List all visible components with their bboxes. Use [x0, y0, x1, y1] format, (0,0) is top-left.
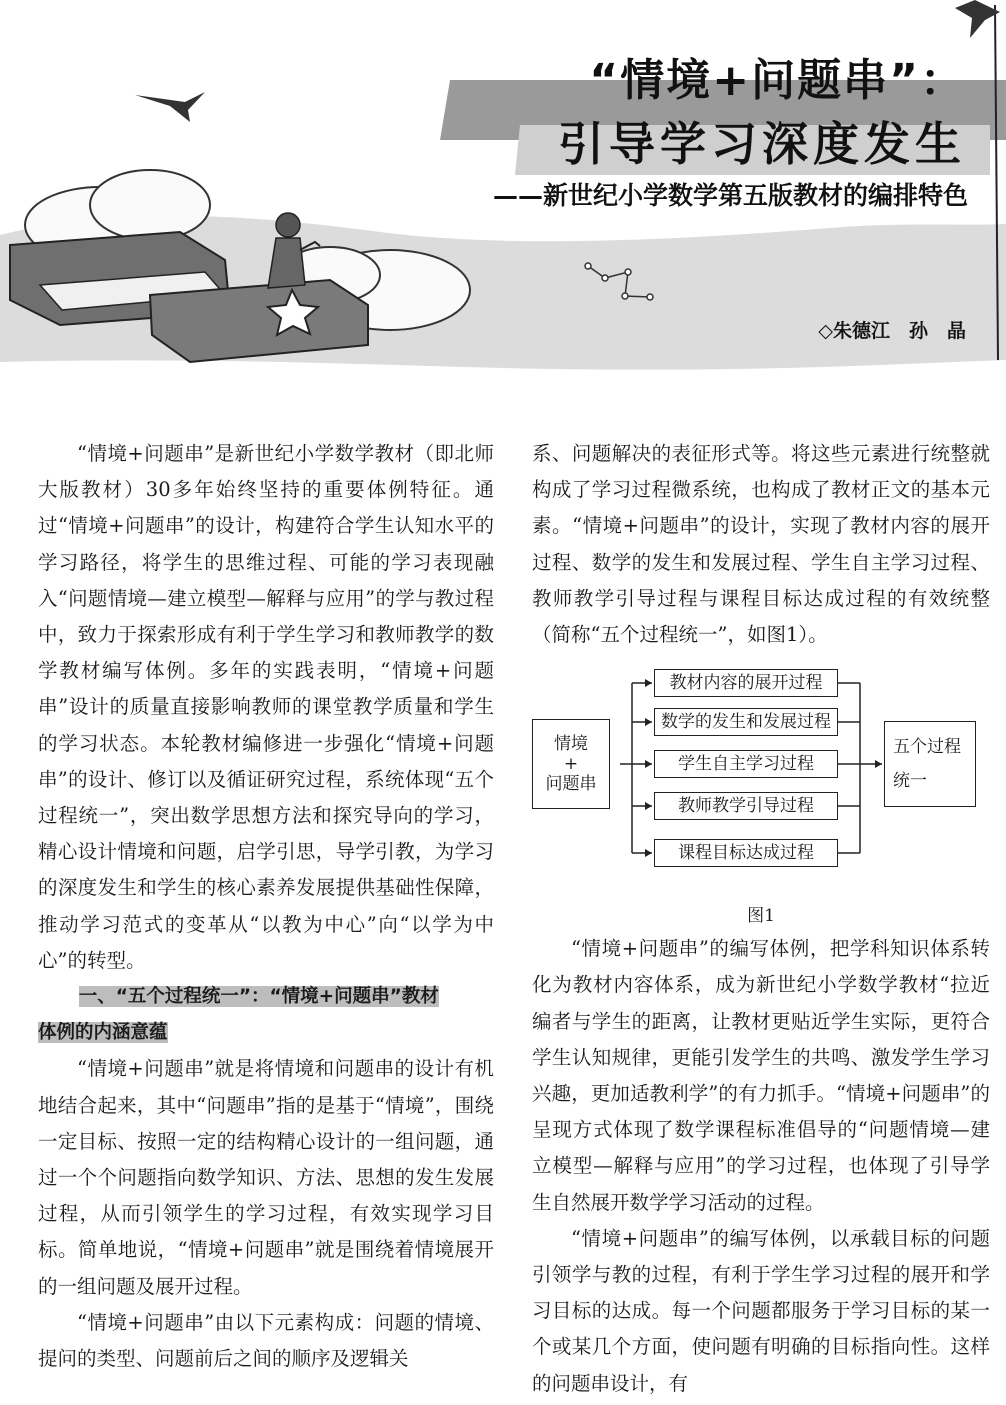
bird-icon	[955, 0, 1000, 38]
section-heading-line-2: 体例的内涵意蕴	[38, 1022, 168, 1044]
result-box-line: 五个过程	[893, 737, 961, 758]
right-column	[532, 436, 990, 1402]
paragraph: “情境+问题串”的编写体例，以承载目标的问题引领学与教的过程，有利于学生学习过程的展开和学习目标的达成。每一个问题都服务于学习目标的某一个或某几个方面，使问题有明确的目标指向性。这样的问题串设计，有	[532, 1226, 990, 1395]
paragraph: “情境+问题串”就是将情境和问题串的设计有机地结合起来，其中“问题串”指的是基于“情境”，围绕一定目标、按照一定的结构精心设计的一组问题，通过一个个问题指向数学知识、方法、思想的发生发展过程，从而引领学生的学习过程，有效实现学习目标。简单地说，“情境+问题串”就是围绕着情境展开的一组问题及展开过程。	[38, 1057, 494, 1298]
paragraph: “情境+问题串”由以下元素构成：问题的情境、提问的类型、问题前后之间的顺序及逻辑关	[38, 1310, 494, 1371]
process-box: 学生自主学习过程	[654, 750, 838, 778]
reader-head	[276, 213, 300, 237]
result-box	[884, 721, 976, 807]
authors: ◇朱德江 孙 晶	[818, 320, 966, 342]
section-heading	[38, 979, 494, 1015]
figure-caption: 图1	[747, 906, 775, 927]
subtitle: ——新世纪小学数学第五版教材的编排特色	[492, 181, 968, 210]
paragraph: “情境+问题串”的编写体例，把学科知识体系转化为教材内容体系，成为新世纪小学数学教材“拉近编者与学生的距离，让教材更贴近学生实际，更符合学生认知规律，更能引发学生的共鸣、激发学生学习兴趣，更加适教利学”的有力抓手。“情境+问题串”的呈现方式体现了数学课程标准倡导的“问题情境—建立模型—解释与应用”的学习过程，也体现了引导学生自然展开数学学习活动的过程。	[532, 937, 990, 1214]
source-box-line: +	[563, 754, 579, 775]
section-heading	[38, 1015, 494, 1051]
figure-1	[532, 661, 990, 901]
process-box: 教材内容的展开过程	[654, 669, 838, 697]
bird-icon	[135, 92, 205, 122]
section-heading-line-1: 一、“五个过程统一”：“情境+问题串”教材	[78, 986, 439, 1008]
result-box-line: 统一	[893, 771, 927, 792]
cloud-shape	[90, 170, 210, 240]
header-banner	[0, 0, 1006, 380]
process-box: 课程目标达成过程	[654, 839, 838, 867]
process-box: 教师教学引导过程	[654, 792, 838, 820]
source-box-line: 问题串	[545, 774, 597, 795]
process-box: 数学的发生和发展过程	[654, 708, 838, 736]
left-column	[38, 436, 494, 1377]
paragraph: “情境+问题串”是新世纪小学数学教材（即北师大版教材）30多年始终坚持的重要体例特征。通过“情境+问题串”的设计，构建符合学生认知水平的学习路径，将学生的思维过程、可能的学习表现融入“问题情境—建立模型—解释与应用”的学与教过程中，致力于探索形成有利于学生学习和教师教学的数学教材编写体例。多年的实践表明，“情境+问题串”设计的质量直接影响教师的课堂教学质量和学生的学习状态。本轮教材编修进一步强化“情境+问题串”的设计、修订以及循证研究过程，系统体现“五个过程统一”，突出数学思想方法和探究导向的学习，精心设计情境和问题，启学引思，导学引教，为学习的深度发生和学生的核心素养发展提供基础性保障，推动学习范式的变革从“以教为中心”向“以学为中心”的转型。	[38, 442, 494, 972]
paragraph: 系、问题解决的表征形式等。将这些元素进行统整就构成了学习过程微系统，也构成了教材正文的基本元素。“情境+问题串”的设计，实现了教材内容的展开过程、数学的发生和发展过程、学生自主学习过程、教师教学引导过程与课程目标达成过程的有效统整（简称“五个过程统一”，如图1）。	[532, 442, 990, 647]
title-line-1: “情境+问题串”：	[589, 55, 966, 106]
title-line-2: 引导学习深度发生	[558, 117, 966, 171]
source-box	[532, 719, 610, 809]
source-box-line: 情境	[554, 734, 588, 755]
